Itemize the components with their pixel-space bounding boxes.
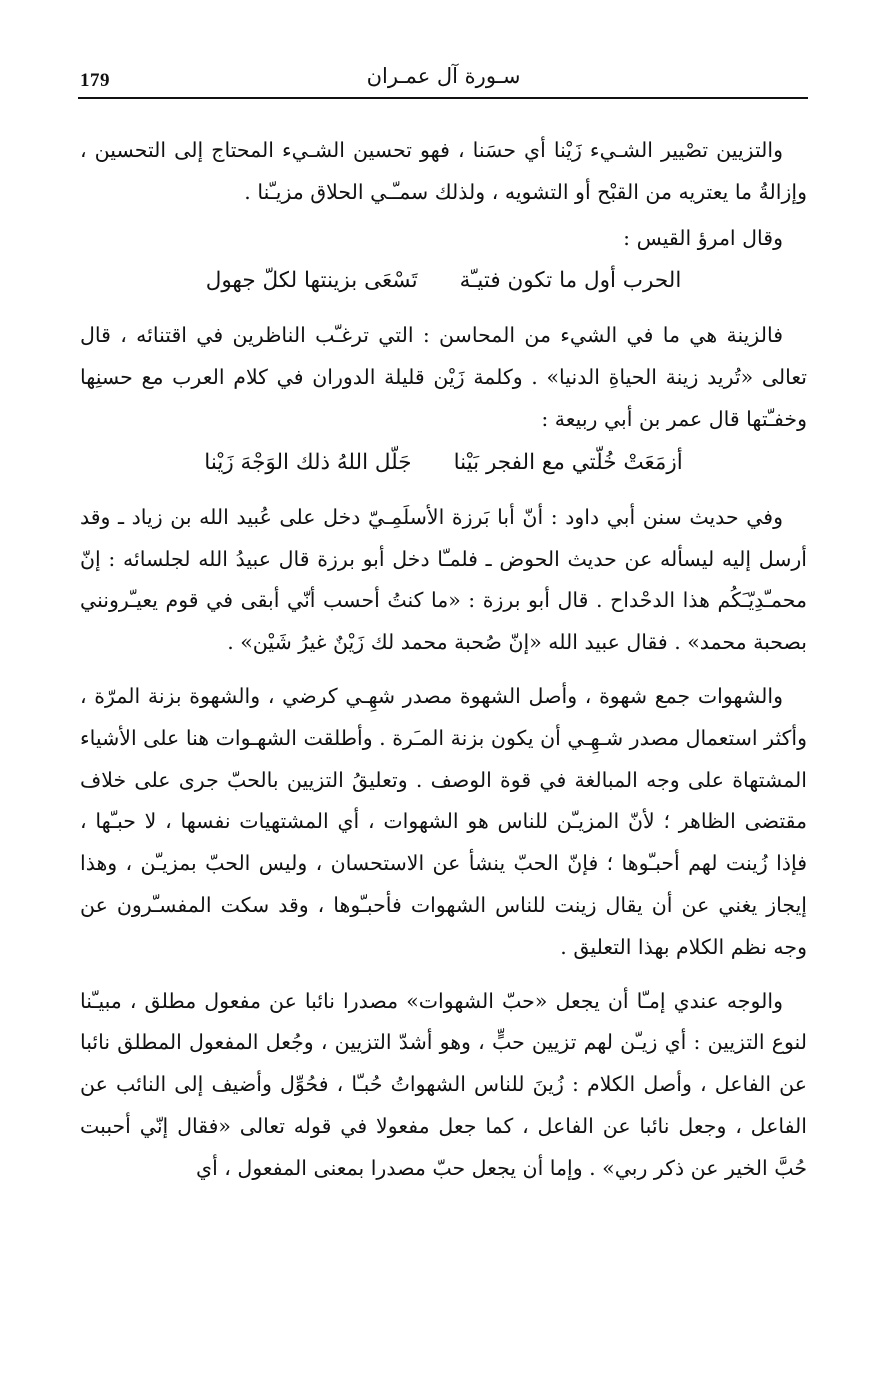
verse-imru-al-qays bbox=[80, 259, 807, 303]
paragraph-shahawat: والشهوات جمع شهوة ، وأصل الشهوة مصدر شهِـي كرضي ، والشهوة بزنة المرّة ، وأكثر استعمال مصدر شـهِـي أن يكون بزنة المـَرة . وأطلقت الشهـوات هنا على الأشياء المشتهاة على وجه المبالغة في قوة الوصف . وتعليقُ التزيين بالحبّ جرى على خلاف مقتضى الظاهر ؛ لأنّ المزيـّن للناس هو الشهوات ، أي المشتهيات نفسها ، لا حبـّها ، فإذا زُينت لهم أحبـّوها ؛ فإنّ الحبّ ينشأ عن الاستحسان ، وليس الحبّ بمزيـّن ، وهذا إيجاز يغني عن أن يقال زينت للناس الشهوات فأحبـّوها ، وقد سكت المفسـّرون عن وجه نظم الكلام بهذا التعليق . bbox=[80, 683, 807, 959]
page-header bbox=[80, 58, 807, 92]
verse-first-hemistich: أزمَعَتْ خُلّتي مع الفجر بَيْنا bbox=[453, 449, 683, 475]
paragraph-tazyin-definition: والتزيين تصْيير الشـيء زَيْنا أي حسَنا ، فهو تحسين الشـيء المحتاج إلى التحسين ، وإزالةُ ما يعتريه من القبْح أو التشويه ، ولذلك سمـّـي الحلاق مزيـّنا . bbox=[80, 138, 807, 204]
paragraph-abu-dawud-hadith: وفي حديث سنن أبي داود : أنّ أبا بَرزة الأسلَمِـيّ دخل على عُبيد الله بن زياد ـ وقد أرسل إليه ليسأله عن حديث الحوض ـ فلمـّا دخل أبو برزة قال عبيدُ الله لجلسائه : إنّ محمـّدِيّـَكُم هذا الدحْداح . قال أبو برزة : «ما كنتُ أحسب أنّي أبقى في قوم يعيـّرونني بصحبة محمد» . فقال عبيد الله «إنّ صُحبة محمد لك زَيْنٌ غيرُ شَيْن» . bbox=[80, 504, 807, 655]
paragraph-grammar-analysis: والوجه عندي إمـّا أن يجعل «حبّ الشهوات» مصدرا نائبا عن مفعول مطلق ، مبيـّنا لنوع التزيين : أي زيـّن لهم تزيين حبٍّ ، وهو أشدّ التزيين ، وجُعل المفعول المطلق نائبا عن الفاعل ، وأصل الكلام : زُينَ للناس الشهواتُ حُبـّا ، فحُوِّل وأضيف إلى النائب عن الفاعل ، وجعل نائبا عن الفاعل ، كما جعل مفعولا في قوله تعالى «فقال إنّي أحببت حُبَّ الخير عن ذكر ربي» . وإما أن يجعل حبّ مصدرا بمعنى المفعول ، أي bbox=[80, 988, 807, 1180]
page-number: 179 bbox=[80, 70, 110, 91]
paragraph-imru-al-qays-intro: وقال امرؤ القيس : bbox=[623, 225, 783, 250]
paragraph-zina-meaning: فالزينة هي ما في الشيء من المحاسن : التي ترغـّب الناظرين في اقتنائه ، قال تعالى «تُريد زينة الحياةِ الدنيا» . وكلمة زَيْن قليلة الدوران في كلام العرب مع حسنِها وخفـّتها قال عمر بن أبي ربيعة : bbox=[80, 323, 807, 431]
header-divider bbox=[78, 97, 808, 99]
verse-umar-ibn-abi-rabia bbox=[80, 441, 807, 485]
verse-first-hemistich: الحرب أول ما تكون فتيـّة bbox=[459, 268, 682, 294]
verse-second-hemistich: جَلّل اللهُ ذلك الوَجْهَ زَيْنا bbox=[204, 449, 412, 475]
verse-second-hemistich: تَسْعَى بزينتها لكلّ جهول bbox=[205, 268, 418, 294]
surah-title: سـورة آل عمـران bbox=[366, 64, 521, 88]
page-body bbox=[80, 130, 807, 1190]
